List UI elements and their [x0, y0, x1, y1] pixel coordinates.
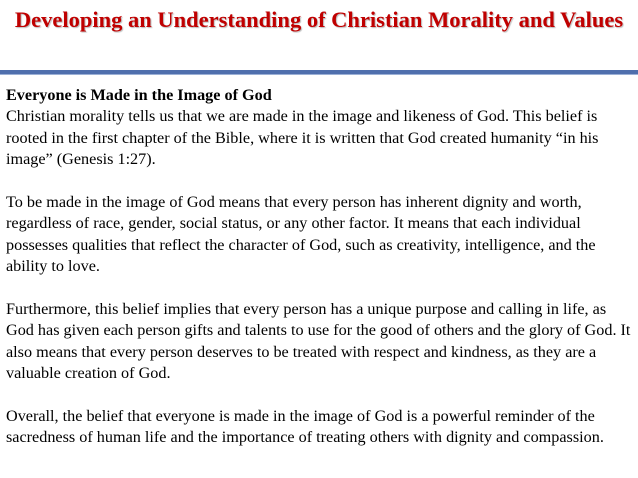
paragraph-4: Overall, the belief that everyone is made in the image of God is a powerful reminder of the sacredness of human life and the importance of treating others with dignity and compassion.: [6, 407, 604, 447]
paragraph-1: [6, 85, 634, 171]
paragraph-1-text: Christian morality tells us that we are made in the image and likeness of God. This belief is rooted in the first chapter of the Bible, where it is written that God created humanity “in his image” (Genesis 1:27).: [6, 107, 599, 169]
slide-body: [6, 85, 634, 449]
slide-title: Developing an Understanding of Christian Morality and Values: [14, 7, 624, 32]
section-heading: Everyone is Made in the Image of God: [6, 86, 272, 104]
title-divider: [0, 70, 638, 75]
paragraph-2: To be made in the image of God means that every person has inherent dignity and worth, regardless of race, gender, social status, or any other factor. It means that each individual possesses qualities that reflect the character of God, such as creativity, intelligence, and the ability to love.: [6, 193, 596, 276]
paragraph-3: Furthermore, this belief implies that every person has a unique purpose and calling in life, as God has given each person gifts and talents to use for the good of others and the glory of God. It also means that every person deserves to be treated with respect and kindness, as they are a valuable creation of God.: [6, 300, 631, 383]
